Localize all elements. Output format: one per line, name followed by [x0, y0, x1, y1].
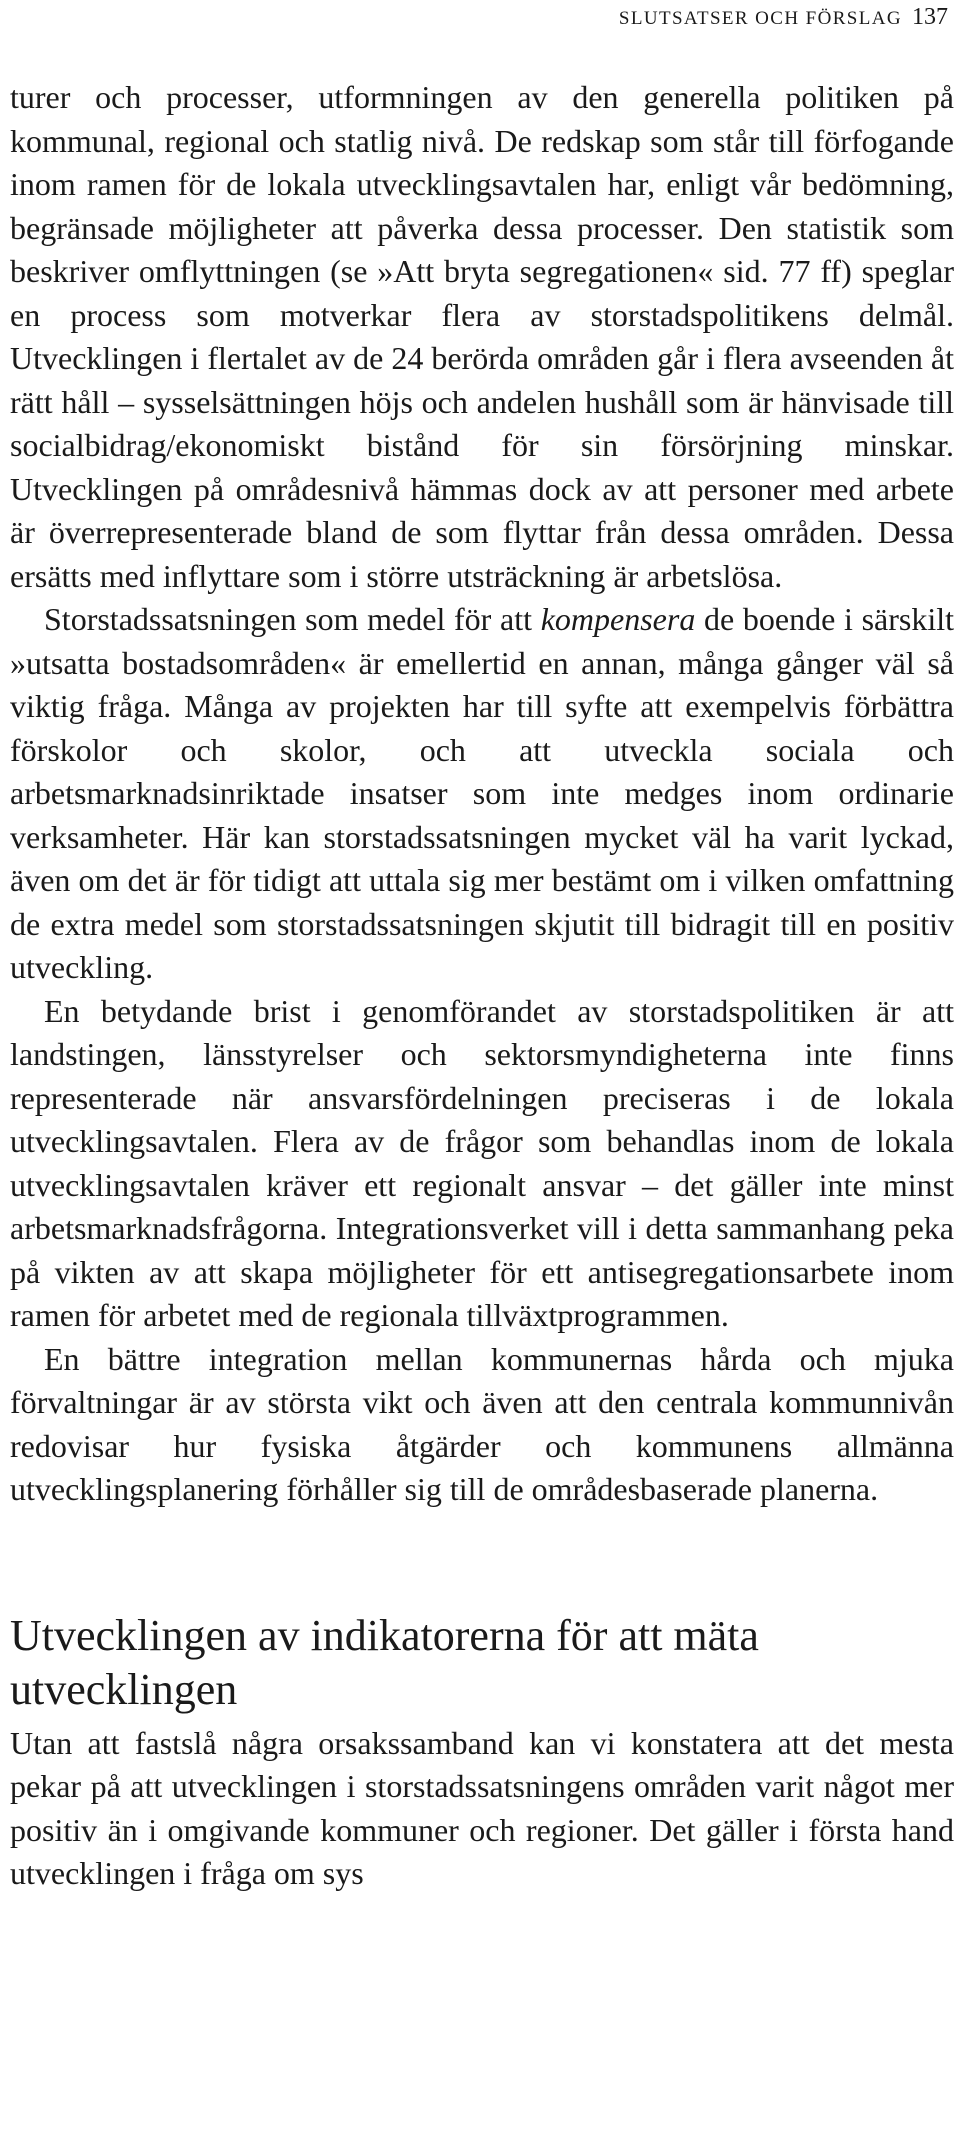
paragraph-1: turer och processer, utformningen av den generella politiken på kommunal, regional och statlig nivå. De redskap som står till förfogande inom ramen för de lokala utvecklingsavtalen har, enligt vår bedömning, begränsade möjligheter att påverka dessa processer. Den statistik som beskriver omflyttningen (se »Att bryta segregationen« sid. 77 ff) speglar en process som motverkar flera av storstadspolitikens delmål. Utvecklingen i flertalet av de 24 berörda områden går i flera avseenden åt rätt håll – sysselsättningen höjs och andelen hushåll som är hänvisade till socialbidrag/ekonomiskt bistånd för sin försörjning minskar. Utvecklingen på områdesnivå hämmas dock av att personer med arbete är överrepresenterade bland de som flyttar från dessa områden. Dessa ersätts med inflyttare som i större utsträckning är arbetslösa. — [10, 79, 954, 594]
page-number: 137 — [912, 4, 948, 30]
section-paragraph-1: Utan att fastslå några orsakssamband kan vi konstatera att det mesta pekar på att utvecklingen i storstadssatsningens områden varit något mer positiv än i omgivande kommuner och regioner. Det gäller i första hand utvecklingen i fråga om sys — [10, 1724, 954, 1891]
emphasis-kompensera: kompensera — [540, 601, 696, 637]
body-text — [10, 76, 954, 1896]
paragraph-2 — [10, 598, 954, 990]
paragraph-4: En bättre integration mellan kommunernas hårda och mjuka förvaltningar är av största vikt och även att den centrala kommunnivån redovisar hur fysiska åtgärder och kommunens allmänna utvecklingsplanering förhåller sig till de områdesbaserade planerna. — [10, 1340, 954, 1507]
paragraph-3: En betydande brist i genomförandet av storstadspolitiken är att landstingen, länsstyrelser och sektorsmyndigheterna inte finns representerade när ansvarsfördelningen preciseras i de lokala utvecklingsavtalen. Flera av de frågor som behandlas inom de lokala utvecklingsavtalen kräver ett regionalt ansvar – det gäller inte minst arbetsmarknadsfrågorna. Integrationsverket vill i detta sammanhang peka på vikten av att skapa möjligheter för ett antisegregationsarbete inom ramen för arbetet med de regionala tillväxtprogrammen. — [10, 992, 954, 1333]
running-header — [619, 4, 948, 31]
section-heading: Utvecklingen av indikatorerna för att mäta utvecklingen — [10, 1610, 759, 1714]
paragraph-2-text-end: de boende i särskilt »utsatta bostadsområden« är emellertid en annan, många gånger väl så viktig fråga. Många av projekten har till syfte att exempelvis förbättra förskolor och skolor, och att utveckla sociala och arbetsmarknadsinriktade insatser som inte medges inom ordinarie verksamheter. Här kan storstadssatsningen mycket väl ha varit lyckad, även om det är för tidigt att uttala sig mer bestämt om i vilken omfattning de extra medel som storstadssatsningen skjutit till bidragit till en positiv utveckling. — [10, 601, 955, 985]
running-title: SLUTSATSER OCH FÖRSLAG — [618, 8, 902, 29]
paragraph-2-text-start: Storstadssatsningen som medel för att — [44, 601, 541, 637]
